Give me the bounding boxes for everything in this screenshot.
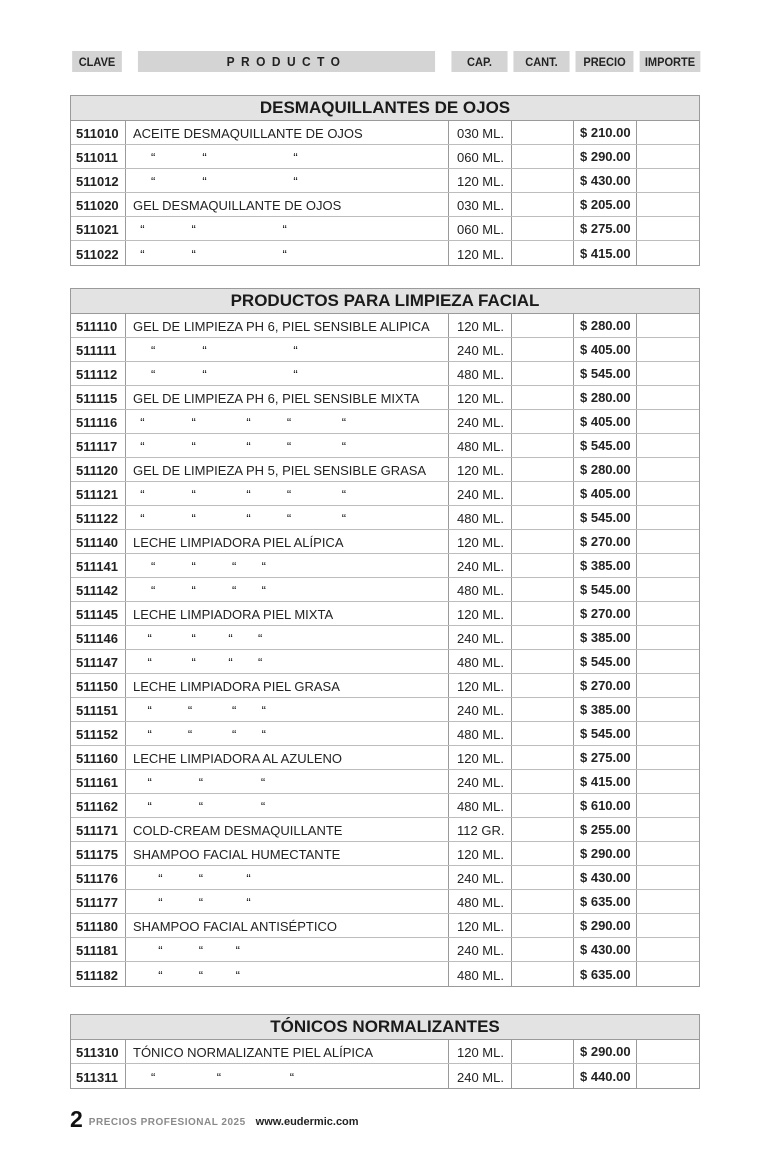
cant-input[interactable] xyxy=(512,674,574,697)
clave-cell: 511121 xyxy=(71,482,126,505)
producto-cell: SHAMPOO FACIAL HUMECTANTE xyxy=(126,842,449,865)
producto-cell: LECHE LIMPIADORA PIEL GRASA xyxy=(126,674,449,697)
section-title: DESMAQUILLANTES DE OJOS xyxy=(71,96,699,121)
producto-cell: GEL DE LIMPIEZA PH 6, PIEL SENSIBLE MIXTA xyxy=(126,386,449,409)
precio-cell: $ 430.00 xyxy=(574,938,637,961)
table-row xyxy=(71,626,699,650)
cap-cell: 030 ML. xyxy=(449,193,512,216)
precio-cell: $ 635.00 xyxy=(574,890,637,913)
producto-cell: “ “ “ xyxy=(126,338,449,361)
table-row xyxy=(71,458,699,482)
clave-cell: 511171 xyxy=(71,818,126,841)
precio-cell: $ 405.00 xyxy=(574,410,637,433)
precio-cell: $ 275.00 xyxy=(574,217,637,240)
precio-cell: $ 255.00 xyxy=(574,818,637,841)
table-row xyxy=(71,674,699,698)
table-row xyxy=(71,698,699,722)
producto-cell: “ “ “ “ xyxy=(126,722,449,745)
cant-input[interactable] xyxy=(512,578,574,601)
importe-cell xyxy=(637,890,699,913)
importe-cell xyxy=(637,722,699,745)
clave-cell: 511112 xyxy=(71,362,126,385)
precio-cell: $ 280.00 xyxy=(574,314,637,337)
producto-cell: “ “ “ “ xyxy=(126,578,449,601)
producto-cell: LECHE LIMPIADORA PIEL ALÍPICA xyxy=(126,530,449,553)
importe-cell xyxy=(637,458,699,481)
page-number: 2 xyxy=(70,1106,83,1132)
table-row xyxy=(71,938,699,962)
importe-cell xyxy=(637,434,699,457)
table-row xyxy=(71,842,699,866)
producto-cell: LECHE LIMPIADORA PIEL MIXTA xyxy=(126,602,449,625)
section-tonicos-normalizantes xyxy=(70,1014,700,1089)
table-row xyxy=(71,169,699,193)
producto-cell: TÓNICO NORMALIZANTE PIEL ALÍPICA xyxy=(126,1040,449,1063)
cant-input[interactable] xyxy=(512,890,574,913)
cap-cell: 480 ML. xyxy=(449,962,512,986)
cant-input[interactable] xyxy=(512,338,574,361)
producto-cell: “ “ “ xyxy=(126,145,449,168)
producto-cell: “ “ “ xyxy=(126,1064,449,1088)
producto-cell: “ “ “ “ xyxy=(126,650,449,673)
clave-cell: 511311 xyxy=(71,1064,126,1088)
cant-input[interactable] xyxy=(512,650,574,673)
cant-input[interactable] xyxy=(512,818,574,841)
cap-cell: 480 ML. xyxy=(449,506,512,529)
clave-cell: 511175 xyxy=(71,842,126,865)
cant-input[interactable] xyxy=(512,1040,574,1063)
table-row xyxy=(71,506,699,530)
cap-cell: 060 ML. xyxy=(449,145,512,168)
header-cant: CANT. xyxy=(513,51,569,72)
clave-cell: 511181 xyxy=(71,938,126,961)
producto-cell: “ “ “ “ “ xyxy=(126,434,449,457)
importe-cell xyxy=(637,169,699,192)
table-row xyxy=(71,193,699,217)
cap-cell: 240 ML. xyxy=(449,698,512,721)
cant-input[interactable] xyxy=(512,314,574,337)
section-desmaquillantes-de-ojos xyxy=(70,95,700,266)
table-row xyxy=(71,794,699,818)
cap-cell: 240 ML. xyxy=(449,338,512,361)
clave-cell: 511011 xyxy=(71,145,126,168)
producto-cell: “ “ “ xyxy=(126,962,449,986)
cant-input[interactable] xyxy=(512,169,574,192)
precio-cell: $ 270.00 xyxy=(574,602,637,625)
clave-cell: 511122 xyxy=(71,506,126,529)
clave-cell: 511176 xyxy=(71,866,126,889)
cap-cell: 480 ML. xyxy=(449,794,512,817)
importe-cell xyxy=(637,914,699,937)
precio-cell: $ 430.00 xyxy=(574,169,637,192)
cap-cell: 120 ML. xyxy=(449,674,512,697)
producto-cell: “ “ “ xyxy=(126,794,449,817)
cap-cell: 240 ML. xyxy=(449,1064,512,1088)
precio-cell: $ 405.00 xyxy=(574,482,637,505)
cant-input[interactable] xyxy=(512,794,574,817)
header-clave: CLAVE xyxy=(72,51,122,72)
table-row xyxy=(71,1064,699,1088)
clave-cell: 511021 xyxy=(71,217,126,240)
cant-input[interactable] xyxy=(512,842,574,865)
cap-cell: 480 ML. xyxy=(449,650,512,673)
precio-cell: $ 545.00 xyxy=(574,506,637,529)
cap-cell: 120 ML. xyxy=(449,1040,512,1063)
header-importe: IMPORTE xyxy=(640,51,701,72)
cant-input[interactable] xyxy=(512,770,574,793)
precio-cell: $ 385.00 xyxy=(574,554,637,577)
cap-cell: 240 ML. xyxy=(449,626,512,649)
table-row xyxy=(71,362,699,386)
clave-cell: 511160 xyxy=(71,746,126,769)
importe-cell xyxy=(637,145,699,168)
precio-cell: $ 290.00 xyxy=(574,914,637,937)
cant-input[interactable] xyxy=(512,362,574,385)
table-header xyxy=(70,51,700,72)
cap-cell: 240 ML. xyxy=(449,770,512,793)
section-rows xyxy=(71,121,699,265)
clave-cell: 511020 xyxy=(71,193,126,216)
cap-cell: 480 ML. xyxy=(449,890,512,913)
precio-cell: $ 275.00 xyxy=(574,746,637,769)
cant-input[interactable] xyxy=(512,121,574,144)
importe-cell xyxy=(637,362,699,385)
producto-cell: COLD-CREAM DESMAQUILLANTE xyxy=(126,818,449,841)
producto-cell: “ “ “ xyxy=(126,362,449,385)
precio-cell: $ 430.00 xyxy=(574,866,637,889)
clave-cell: 511115 xyxy=(71,386,126,409)
clave-cell: 511111 xyxy=(71,338,126,361)
clave-cell: 511151 xyxy=(71,698,126,721)
clave-cell: 511140 xyxy=(71,530,126,553)
cap-cell: 120 ML. xyxy=(449,314,512,337)
table-row xyxy=(71,746,699,770)
clave-cell: 511145 xyxy=(71,602,126,625)
importe-cell xyxy=(637,482,699,505)
table-row xyxy=(71,217,699,241)
cant-input[interactable] xyxy=(512,962,574,986)
importe-cell xyxy=(637,794,699,817)
precio-cell: $ 205.00 xyxy=(574,193,637,216)
table-row xyxy=(71,241,699,265)
precio-cell: $ 545.00 xyxy=(574,362,637,385)
cant-input[interactable] xyxy=(512,458,574,481)
producto-cell: “ “ “ xyxy=(126,241,449,265)
importe-cell xyxy=(637,217,699,240)
importe-cell xyxy=(637,1040,699,1063)
table-row xyxy=(71,1040,699,1064)
table-row xyxy=(71,338,699,362)
clave-cell: 511177 xyxy=(71,890,126,913)
table-row xyxy=(71,386,699,410)
clave-cell: 511120 xyxy=(71,458,126,481)
importe-cell xyxy=(637,938,699,961)
clave-cell: 511150 xyxy=(71,674,126,697)
importe-cell xyxy=(637,241,699,265)
precio-cell: $ 610.00 xyxy=(574,794,637,817)
importe-cell xyxy=(637,410,699,433)
cant-input[interactable] xyxy=(512,698,574,721)
section-rows xyxy=(71,314,699,986)
cant-input[interactable] xyxy=(512,722,574,745)
table-row xyxy=(71,554,699,578)
producto-cell: GEL DE LIMPIEZA PH 6, PIEL SENSIBLE ALIPICA xyxy=(126,314,449,337)
producto-cell: LECHE LIMPIADORA AL AZULENO xyxy=(126,746,449,769)
table-row xyxy=(71,770,699,794)
importe-cell xyxy=(637,626,699,649)
table-row xyxy=(71,434,699,458)
section-limpieza-facial xyxy=(70,288,700,987)
clave-cell: 511012 xyxy=(71,169,126,192)
importe-cell xyxy=(637,554,699,577)
importe-cell xyxy=(637,506,699,529)
precio-cell: $ 440.00 xyxy=(574,1064,637,1088)
cant-input[interactable] xyxy=(512,482,574,505)
precio-cell: $ 415.00 xyxy=(574,770,637,793)
cant-input[interactable] xyxy=(512,554,574,577)
importe-cell xyxy=(637,193,699,216)
importe-cell xyxy=(637,770,699,793)
precio-cell: $ 290.00 xyxy=(574,842,637,865)
cant-input[interactable] xyxy=(512,938,574,961)
table-row xyxy=(71,818,699,842)
clave-cell: 511162 xyxy=(71,794,126,817)
producto-cell: “ “ “ “ “ xyxy=(126,410,449,433)
importe-cell xyxy=(637,962,699,986)
clave-cell: 511310 xyxy=(71,1040,126,1063)
table-row xyxy=(71,530,699,554)
cant-input[interactable] xyxy=(512,193,574,216)
importe-cell xyxy=(637,314,699,337)
table-row xyxy=(71,866,699,890)
producto-cell: SHAMPOO FACIAL ANTISÉPTICO xyxy=(126,914,449,937)
table-row xyxy=(71,722,699,746)
section-title: PRODUCTOS PARA LIMPIEZA FACIAL xyxy=(71,289,699,314)
cap-cell: 240 ML. xyxy=(449,482,512,505)
importe-cell xyxy=(637,674,699,697)
cant-input[interactable] xyxy=(512,746,574,769)
clave-cell: 511146 xyxy=(71,626,126,649)
producto-cell: “ “ “ “ xyxy=(126,626,449,649)
cap-cell: 240 ML. xyxy=(449,866,512,889)
importe-cell xyxy=(637,530,699,553)
cant-input[interactable] xyxy=(512,386,574,409)
table-row xyxy=(71,482,699,506)
importe-cell xyxy=(637,746,699,769)
clave-cell: 511116 xyxy=(71,410,126,433)
table-row xyxy=(71,962,699,986)
table-row xyxy=(71,314,699,338)
importe-cell xyxy=(637,818,699,841)
cap-cell: 240 ML. xyxy=(449,938,512,961)
table-row xyxy=(71,145,699,169)
producto-cell: “ “ “ xyxy=(126,217,449,240)
cap-cell: 120 ML. xyxy=(449,746,512,769)
importe-cell xyxy=(637,602,699,625)
precio-cell: $ 635.00 xyxy=(574,962,637,986)
producto-cell: GEL DE LIMPIEZA PH 5, PIEL SENSIBLE GRASA xyxy=(126,458,449,481)
cant-input[interactable] xyxy=(512,506,574,529)
cant-input[interactable] xyxy=(512,914,574,937)
cap-cell: 240 ML. xyxy=(449,554,512,577)
clave-cell: 511022 xyxy=(71,241,126,265)
precio-cell: $ 270.00 xyxy=(574,530,637,553)
cap-cell: 112 GR. xyxy=(449,818,512,841)
cant-input[interactable] xyxy=(512,530,574,553)
section-rows xyxy=(71,1040,699,1088)
producto-cell: ACEITE DESMAQUILLANTE DE OJOS xyxy=(126,121,449,144)
table-row xyxy=(71,650,699,674)
cant-input[interactable] xyxy=(512,434,574,457)
cap-cell: 480 ML. xyxy=(449,434,512,457)
page-footer xyxy=(70,1103,359,1131)
producto-cell: GEL DESMAQUILLANTE DE OJOS xyxy=(126,193,449,216)
header-precio: PRECIO xyxy=(576,51,634,72)
cap-cell: 240 ML. xyxy=(449,410,512,433)
precio-cell: $ 545.00 xyxy=(574,650,637,673)
precio-cell: $ 405.00 xyxy=(574,338,637,361)
precio-cell: $ 270.00 xyxy=(574,674,637,697)
cap-cell: 030 ML. xyxy=(449,121,512,144)
footer-label: PRECIOS PROFESIONAL 2025 xyxy=(88,1117,246,1128)
importe-cell xyxy=(637,698,699,721)
table-row xyxy=(71,578,699,602)
precio-cell: $ 290.00 xyxy=(574,1040,637,1063)
cap-cell: 480 ML. xyxy=(449,362,512,385)
header-cap: CAP. xyxy=(451,51,507,72)
table-row xyxy=(71,914,699,938)
precio-cell: $ 280.00 xyxy=(574,386,637,409)
producto-cell: “ “ “ xyxy=(126,866,449,889)
precio-cell: $ 290.00 xyxy=(574,145,637,168)
cap-cell: 060 ML. xyxy=(449,217,512,240)
producto-cell: “ “ “ “ xyxy=(126,554,449,577)
precio-cell: $ 545.00 xyxy=(574,722,637,745)
clave-cell: 511161 xyxy=(71,770,126,793)
cap-cell: 120 ML. xyxy=(449,169,512,192)
cant-input[interactable] xyxy=(512,145,574,168)
importe-cell xyxy=(637,386,699,409)
cant-input[interactable] xyxy=(512,241,574,265)
cap-cell: 120 ML. xyxy=(449,842,512,865)
table-row xyxy=(71,410,699,434)
table-row xyxy=(71,121,699,145)
cap-cell: 120 ML. xyxy=(449,914,512,937)
cap-cell: 120 ML. xyxy=(449,530,512,553)
precio-cell: $ 545.00 xyxy=(574,578,637,601)
footer-url[interactable]: www.eudermic.com xyxy=(255,1116,359,1128)
cant-input[interactable] xyxy=(512,602,574,625)
table-row xyxy=(71,890,699,914)
cant-input[interactable] xyxy=(512,1064,574,1088)
clave-cell: 511117 xyxy=(71,434,126,457)
clave-cell: 511110 xyxy=(71,314,126,337)
cant-input[interactable] xyxy=(512,866,574,889)
importe-cell xyxy=(637,650,699,673)
precio-cell: $ 545.00 xyxy=(574,434,637,457)
cap-cell: 120 ML. xyxy=(449,386,512,409)
importe-cell xyxy=(637,866,699,889)
cap-cell: 480 ML. xyxy=(449,578,512,601)
clave-cell: 511182 xyxy=(71,962,126,986)
precio-cell: $ 385.00 xyxy=(574,698,637,721)
producto-cell: “ “ “ xyxy=(126,938,449,961)
cant-input[interactable] xyxy=(512,410,574,433)
producto-cell: “ “ “ “ “ xyxy=(126,506,449,529)
clave-cell: 511141 xyxy=(71,554,126,577)
table-row xyxy=(71,602,699,626)
clave-cell: 511180 xyxy=(71,914,126,937)
importe-cell xyxy=(637,338,699,361)
importe-cell xyxy=(637,121,699,144)
precio-cell: $ 415.00 xyxy=(574,241,637,265)
importe-cell xyxy=(637,1064,699,1088)
clave-cell: 511152 xyxy=(71,722,126,745)
producto-cell: “ “ “ xyxy=(126,770,449,793)
importe-cell xyxy=(637,578,699,601)
cap-cell: 480 ML. xyxy=(449,722,512,745)
producto-cell: “ “ “ “ xyxy=(126,698,449,721)
producto-cell: “ “ “ “ “ xyxy=(126,482,449,505)
precio-cell: $ 210.00 xyxy=(574,121,637,144)
producto-cell: “ “ “ xyxy=(126,169,449,192)
cap-cell: 120 ML. xyxy=(449,241,512,265)
cap-cell: 120 ML. xyxy=(449,458,512,481)
producto-cell: “ “ “ xyxy=(126,890,449,913)
clave-cell: 511147 xyxy=(71,650,126,673)
clave-cell: 511142 xyxy=(71,578,126,601)
precio-cell: $ 280.00 xyxy=(574,458,637,481)
importe-cell xyxy=(637,842,699,865)
clave-cell: 511010 xyxy=(71,121,126,144)
header-producto: PRODUCTO xyxy=(138,51,435,72)
cap-cell: 120 ML. xyxy=(449,602,512,625)
precio-cell: $ 385.00 xyxy=(574,626,637,649)
cant-input[interactable] xyxy=(512,217,574,240)
section-title: TÓNICOS NORMALIZANTES xyxy=(71,1015,699,1040)
cant-input[interactable] xyxy=(512,626,574,649)
